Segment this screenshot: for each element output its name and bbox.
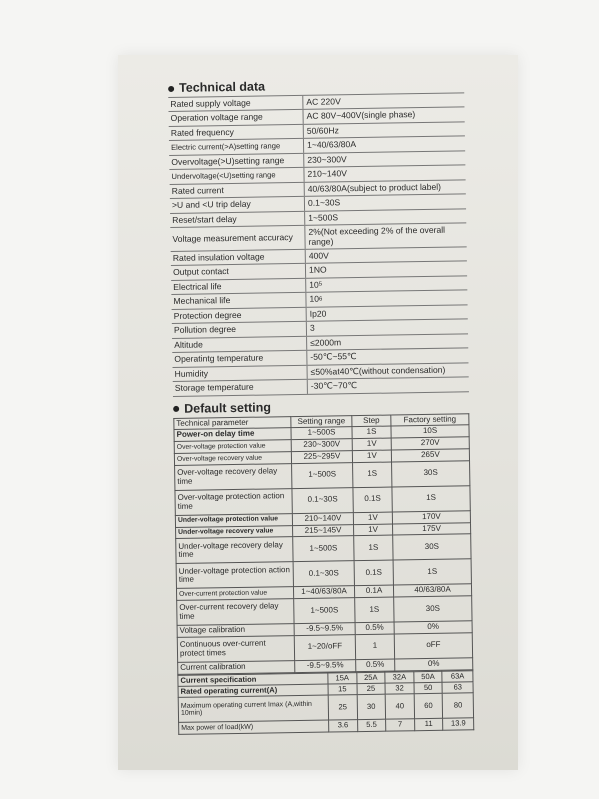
cell-range: 1~20/oFF <box>294 635 355 661</box>
cell-factory: 10S <box>391 425 469 438</box>
cell-range: 1~40/63/80A <box>293 586 354 599</box>
current-row-label: Maximum operating current Imax (A,within 10min) <box>178 695 328 722</box>
tech-value-text: ≤2000m <box>310 337 342 348</box>
cell-range: 210~140V <box>292 512 353 525</box>
current-value: 5.5 <box>357 720 386 732</box>
cell-step: 0.1A <box>354 585 393 597</box>
cell-step: 1V <box>352 450 391 462</box>
tech-value <box>306 262 467 278</box>
cell-factory: 30S <box>394 596 472 622</box>
cell-param: Under-voltage protection action time <box>176 562 293 589</box>
tech-value-text: 50/60Hz <box>306 125 339 136</box>
tech-label: Electrical life <box>171 279 306 295</box>
tech-value-text: 10 <box>309 279 319 290</box>
tech-value-text: 10 <box>309 293 320 305</box>
cell-factory: 175V <box>392 522 470 535</box>
current-value: 7 <box>386 719 415 731</box>
cell-range: 225~295V <box>291 451 352 464</box>
current-value: 63 <box>442 682 473 694</box>
tech-value <box>308 377 469 393</box>
tech-value-text: 0.1~30S <box>307 197 341 208</box>
cell-factory: 270V <box>391 437 469 450</box>
cell-param: Voltage calibration <box>177 624 294 638</box>
cell-range: 0.1~30S <box>292 487 353 513</box>
cell-factory: 30S <box>393 534 471 560</box>
tech-label: Altitude <box>172 337 307 353</box>
cell-range: 1~500S <box>294 598 355 624</box>
current-row-label: Rated operating current(A) <box>178 684 328 698</box>
spec-cell: 15A <box>328 672 357 684</box>
tech-value-text: 1~40/63/80A <box>306 139 357 151</box>
cell-param: Over-voltage recovery value <box>174 452 291 466</box>
tech-label: Output contact <box>171 264 306 280</box>
tech-label: Reset/start delay <box>170 211 305 227</box>
cell-param: Power-on delay time <box>174 428 291 442</box>
cell-step: 1S <box>353 462 392 488</box>
cell-range: -9.5~9.5% <box>295 660 356 673</box>
tech-value-text: 400V <box>308 250 329 261</box>
tech-label: Rated insulation voltage <box>171 250 306 266</box>
cell-step: 0.5% <box>356 659 395 671</box>
cell-range: -9.5~9.5% <box>294 623 355 636</box>
tech-value <box>307 320 468 336</box>
bullet-icon <box>173 406 179 412</box>
technical-data-table <box>168 92 469 396</box>
cell-param: Under-voltage recovery value <box>176 525 293 539</box>
cell-range: 1~500S <box>291 427 352 440</box>
tech-value <box>306 247 467 263</box>
cell-param: Under-voltage recovery delay time <box>176 537 293 564</box>
cell-step: 1V <box>353 512 392 524</box>
current-value: 25 <box>357 683 386 695</box>
tech-value-text: 3 <box>309 322 315 334</box>
bullet-icon <box>168 86 174 92</box>
spec-cell: 50A <box>414 671 443 683</box>
cell-step: 1V <box>353 524 392 536</box>
current-spec-table <box>177 670 474 735</box>
spec-cell: 63A <box>442 670 473 682</box>
tech-label: Humidity <box>173 365 308 381</box>
cell-factory: oFF <box>394 633 472 659</box>
cell-range: 230~300V <box>291 439 352 452</box>
tech-value <box>305 209 466 225</box>
tech-value <box>303 108 464 124</box>
tech-value <box>306 276 467 292</box>
header-parameter: Technical parameter <box>174 416 291 430</box>
current-row-label: Max power of load(kW) <box>179 720 329 734</box>
current-value: 13.9 <box>443 718 474 730</box>
tech-value-text: -30℃~70℃ <box>310 380 358 391</box>
default-setting-title: Default setting <box>184 399 272 416</box>
tech-value <box>305 195 466 211</box>
current-value: 50 <box>414 682 443 694</box>
cell-range: 1~500S <box>292 462 353 488</box>
spec-cell: 25A <box>356 672 385 684</box>
tech-value-text: ≤50%at40℃(without condensation) <box>310 364 446 377</box>
current-value: 40 <box>385 694 414 719</box>
tech-value <box>307 348 468 364</box>
cell-param: Over-current recovery delay time <box>177 599 294 626</box>
cell-step: 1S <box>354 535 393 561</box>
tech-label: Electric current(>A)setting range <box>169 139 304 155</box>
cell-range: 0.1~30S <box>293 561 354 587</box>
current-value: 30 <box>357 695 386 720</box>
cell-factory: 170V <box>392 511 470 524</box>
tech-value-text: -50℃~55℃ <box>310 351 357 362</box>
tech-value-text: 2%(Not exceeding 2% of the overall range) <box>308 224 446 247</box>
cell-step: 1V <box>352 438 391 450</box>
cell-param: Over-voltage protection action time <box>175 488 292 515</box>
cell-param: Over-voltage recovery delay time <box>175 463 292 490</box>
current-value: 80 <box>443 693 474 718</box>
tech-value-text: AC 220V <box>306 96 341 107</box>
exponent: 6 <box>318 296 323 303</box>
tech-value-text: 40/63/80A(subject to product label) <box>307 181 442 194</box>
tech-label: Pollution degree <box>172 322 307 338</box>
tech-value <box>308 363 469 379</box>
tech-value <box>304 151 465 167</box>
tech-label: Operation voltage range <box>169 110 304 126</box>
tech-label: Operatintg temperature <box>172 351 307 367</box>
cell-factory: 265V <box>391 449 469 462</box>
cell-step: 0.1S <box>353 487 392 513</box>
tech-value-text: 1~500S <box>308 211 339 223</box>
current-value: 15 <box>328 684 357 696</box>
cell-factory: 30S <box>392 461 470 487</box>
tech-label: Mechanical life <box>171 293 306 309</box>
current-value: 11 <box>414 719 443 731</box>
cell-factory: 40/63/80A <box>393 584 471 597</box>
technical-data-title: Technical data <box>179 79 266 95</box>
header-step: Step <box>352 415 391 427</box>
spec-cell: 32A <box>385 671 414 683</box>
cell-step: 1S <box>352 426 391 438</box>
default-setting-table <box>173 413 473 675</box>
tech-value <box>307 334 468 350</box>
tech-label: Undervoltage(<U)setting range <box>169 168 304 184</box>
cell-step: 0.1S <box>354 560 393 586</box>
tech-label: Rated frequency <box>169 125 304 141</box>
cell-param: Continuous over-current protect times <box>177 635 294 662</box>
cell-range: 215~145V <box>293 524 354 537</box>
cell-step: 1S <box>355 597 394 623</box>
tech-value-text: 210~140V <box>307 168 348 180</box>
tech-value-text: AC 80V~400V(single phase) <box>306 109 416 122</box>
tech-label: Voltage measurement accuracy <box>170 226 305 251</box>
tech-value <box>307 305 468 321</box>
current-value: 25 <box>328 695 357 720</box>
tech-value <box>306 291 467 307</box>
current-value: 32 <box>385 683 414 695</box>
cell-factory: 1S <box>392 486 470 512</box>
cell-param: Under-voltage protection value <box>175 513 292 527</box>
tech-value <box>304 166 465 182</box>
tech-value-text: 230~300V <box>307 154 347 165</box>
exponent: 5 <box>318 281 323 288</box>
tech-label: Overvoltage(>U)setting range <box>169 154 304 170</box>
cell-factory: 0% <box>395 658 473 671</box>
tech-label: >U and <U trip delay <box>170 197 305 213</box>
cell-factory: 1S <box>393 559 471 585</box>
cell-param: Over-voltage protection value <box>174 440 291 454</box>
tech-value <box>305 223 466 248</box>
tech-value-text: 1NO <box>308 264 327 276</box>
tech-label: Rated current <box>170 183 305 199</box>
header-factory-setting: Factory setting <box>391 413 469 426</box>
tech-value <box>305 180 466 196</box>
cell-factory: 0% <box>394 621 472 634</box>
tech-value <box>303 93 464 109</box>
cell-param: Over-current protection value <box>176 587 293 601</box>
current-value: 60 <box>414 694 443 719</box>
tech-value <box>304 122 465 138</box>
cell-step: 1 <box>355 634 394 660</box>
header-setting-range: Setting range <box>291 415 352 428</box>
cell-step: 0.5% <box>355 622 394 634</box>
tech-label: Protection degree <box>172 308 307 324</box>
document-content <box>168 75 474 734</box>
cell-range: 1~500S <box>293 536 354 562</box>
tech-label: Storage temperature <box>173 380 308 396</box>
current-spec-label: Current specification <box>178 673 328 687</box>
tech-value <box>304 137 465 153</box>
tech-label: Rated supply voltage <box>168 96 303 112</box>
current-value: 3.6 <box>329 720 358 732</box>
tech-value-text: Ip20 <box>309 308 327 319</box>
cell-param: Current calibration <box>178 660 295 674</box>
